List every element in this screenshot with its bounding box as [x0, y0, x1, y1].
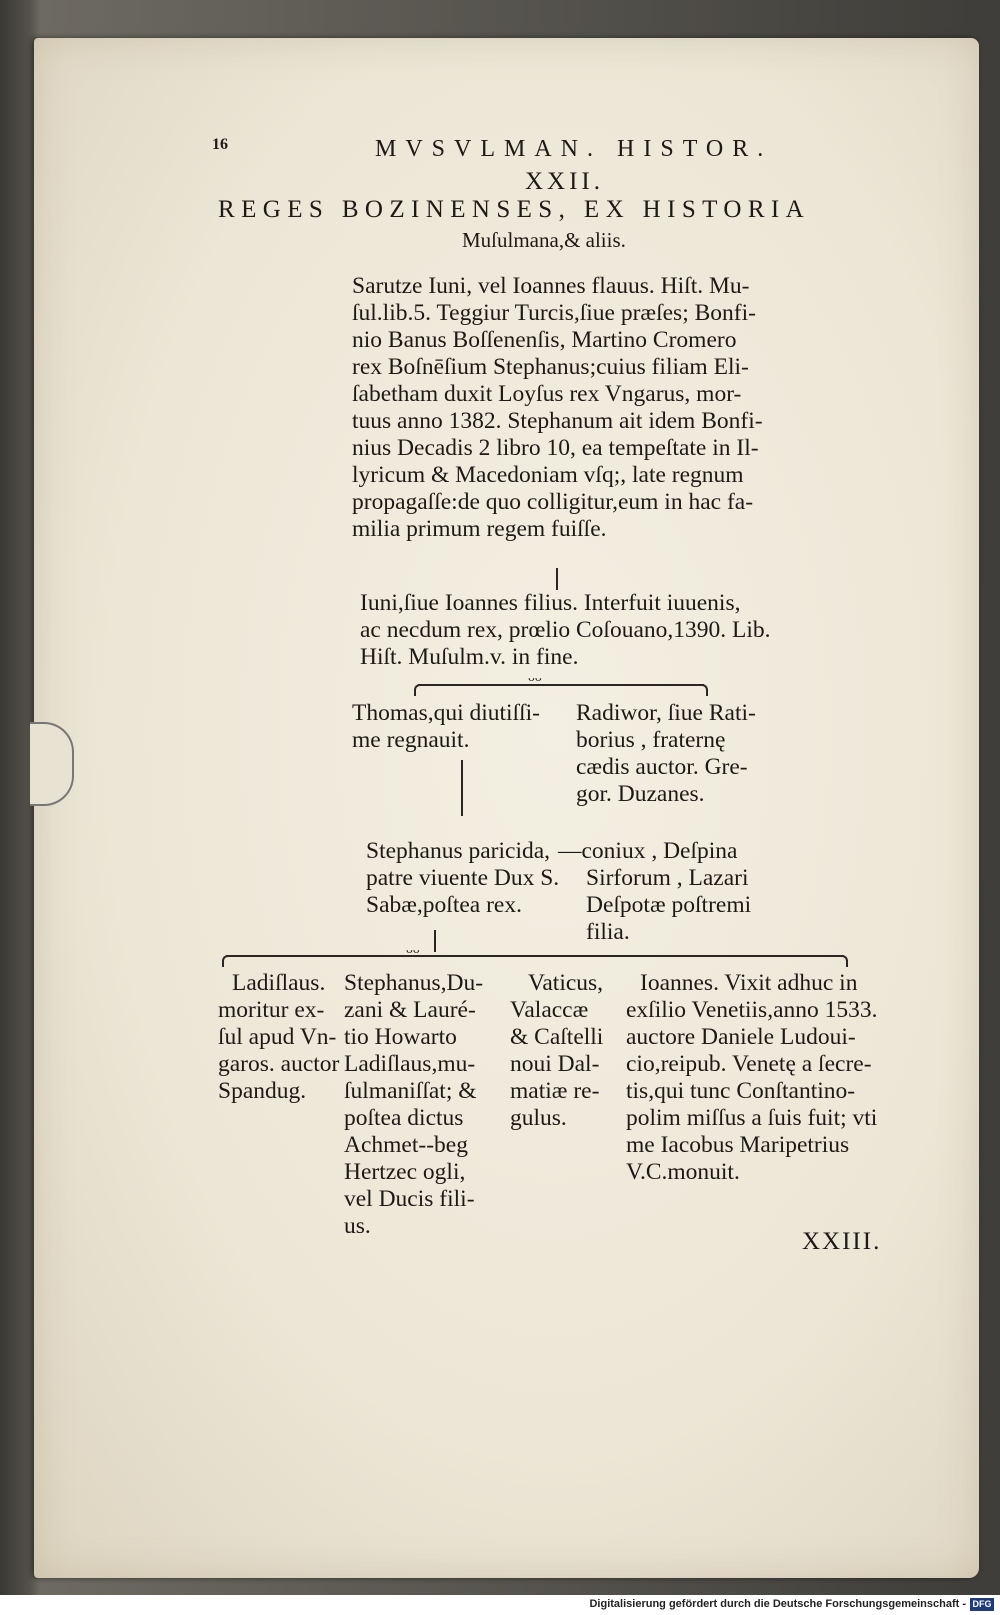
text-line: Spandug.	[218, 1078, 307, 1104]
thomas-entry	[352, 700, 540, 754]
text-line: moritur ex-	[218, 997, 325, 1023]
text-line: tis,qui tunc Conſtantino-	[626, 1078, 856, 1104]
text-line: auctore Daniele Ludoui-	[626, 1024, 856, 1050]
text-line: filia.	[586, 919, 630, 945]
text-line: patre viuente Dux S.	[366, 865, 560, 891]
text-line: tio Howarto	[344, 1024, 457, 1050]
text-line: tuus anno 1382. Stephanum ait idem Bonfi-	[352, 408, 763, 434]
text-line: lyricum & Macedoniam vſq;, late regnum	[352, 462, 744, 488]
chapter-number: XXII.	[525, 168, 605, 195]
bracket-brace: ᵕᵕ	[528, 671, 542, 692]
genealogy-bracket	[226, 955, 844, 967]
text-line: exſilio Venetiis,anno 1533.	[626, 997, 878, 1023]
text-line: Stephanus,Du-	[344, 970, 484, 996]
text-line: poſtea dictus	[344, 1105, 464, 1131]
text-line: Sarutze Iuni, vel Ioannes flauus. Hiſt. Mu-	[352, 273, 750, 299]
genealogy-connector	[461, 760, 463, 816]
text-line: Stephanus paricida,	[366, 838, 551, 864]
text-line: Thomas,qui diutiſſi-	[352, 700, 540, 726]
radiwor-entry	[576, 700, 756, 808]
vaticus-entry	[510, 970, 603, 1132]
text-line: —coniux , Deſpina	[558, 838, 738, 864]
text-line: me regnauit.	[352, 727, 470, 753]
founder-entry	[352, 273, 763, 543]
text-line: V.C.monuit.	[626, 1159, 740, 1185]
catchword: XXIII.	[802, 1228, 882, 1255]
text-line: cio,reipub. Venetę a ſecre-	[626, 1051, 872, 1077]
son-entry	[360, 590, 771, 671]
page-tab-marker	[30, 722, 74, 806]
running-head: MVSVLMAN. HISTOR.	[375, 136, 773, 162]
footer-text: Digitalisierung gefördert durch die Deutsche Forschungsgemeinschaft -	[589, 1598, 966, 1610]
text-line: Radiwor, ſiue Rati-	[576, 700, 756, 726]
text-line: Valaccæ	[510, 997, 589, 1023]
text-line: ſulmaniſſat; &	[344, 1078, 477, 1104]
chapter-title: REGES BOZINENSES, EX HISTORIA	[218, 196, 811, 223]
text-line: zani & Lauré-	[344, 997, 476, 1023]
genealogy-bracket	[418, 684, 704, 696]
text-line: Hertzec ogli,	[344, 1159, 466, 1185]
text-line: Vaticus,	[528, 970, 604, 996]
text-line: ſul.lib.5. Teggiur Turcis,ſiue præſes; Bonfi-	[352, 300, 756, 326]
text-line: gor. Duzanes.	[576, 781, 705, 807]
text-line: & Caſtelli	[510, 1024, 604, 1050]
text-line: polim miſſus a ſuis fuit; vti	[626, 1105, 878, 1131]
genealogy-connector	[434, 930, 436, 952]
text-line: Achmet--beg	[344, 1132, 468, 1158]
text-line: gulus.	[510, 1105, 567, 1131]
stephanus-entry	[366, 838, 559, 919]
text-line: Iuni,ſiue Ioannes filius. Interfuit iuuenis,	[360, 590, 741, 616]
text-line: Sirforum , Lazari	[586, 865, 749, 891]
text-line: Hiſt. Muſulm.v. in fine.	[360, 644, 579, 670]
text-line: Ladiſlaus,mu-	[344, 1051, 476, 1077]
dfg-logo: DFG	[970, 1598, 994, 1611]
text-line: noui Dal-	[510, 1051, 600, 1077]
text-line: borius , fraternę	[576, 727, 726, 753]
text-line: rex Boſnēſium Stephanus;cuius filiam Eli-	[352, 354, 749, 380]
page-number: 16	[212, 136, 228, 153]
text-line: vel Ducis fili-	[344, 1186, 475, 1212]
text-line: propagaſſe:de quo colligitur,eum in hac fa-	[352, 489, 754, 515]
digitization-footer	[0, 1595, 1000, 1615]
text-line: me Iacobus Maripetrius	[626, 1132, 850, 1158]
chapter-subtitle: Muſulmana,& aliis.	[462, 228, 626, 252]
genealogy-connector	[556, 568, 558, 590]
text-line: ac necdum rex, prœlio Coſouano,1390. Lib.	[360, 617, 771, 643]
text-line: matiæ re-	[510, 1078, 600, 1104]
book-page	[34, 38, 979, 1578]
text-line: Sabæ,poſtea rex.	[366, 892, 522, 918]
ioannes-entry	[626, 970, 878, 1186]
spouse-entry	[558, 838, 751, 946]
text-line: cædis auctor. Gre-	[576, 754, 748, 780]
text-line: milia primum regem fuiſſe.	[352, 516, 607, 542]
text-line: ſabetham duxit Loyſus rex Vngarus, mor-	[352, 381, 742, 407]
text-line: us.	[344, 1213, 371, 1239]
text-line: nius Decadis 2 libro 10, ea tempeſtate in Il-	[352, 435, 759, 461]
ladislaus-entry	[218, 970, 339, 1105]
text-line: ſul apud Vn-	[218, 1024, 337, 1050]
bracket-brace: ᵕᵕ	[406, 943, 420, 964]
text-line: Ioannes. Vixit adhuc in	[640, 970, 858, 996]
text-line: garos. auctor	[218, 1051, 340, 1077]
text-line: Ladiſlaus.	[232, 970, 326, 996]
text-line: nio Banus Boſſenenſis, Martino Cromero	[352, 327, 737, 353]
stephanus-dux-entry	[344, 970, 483, 1240]
text-line: Deſpotæ poſtremi	[586, 892, 752, 918]
